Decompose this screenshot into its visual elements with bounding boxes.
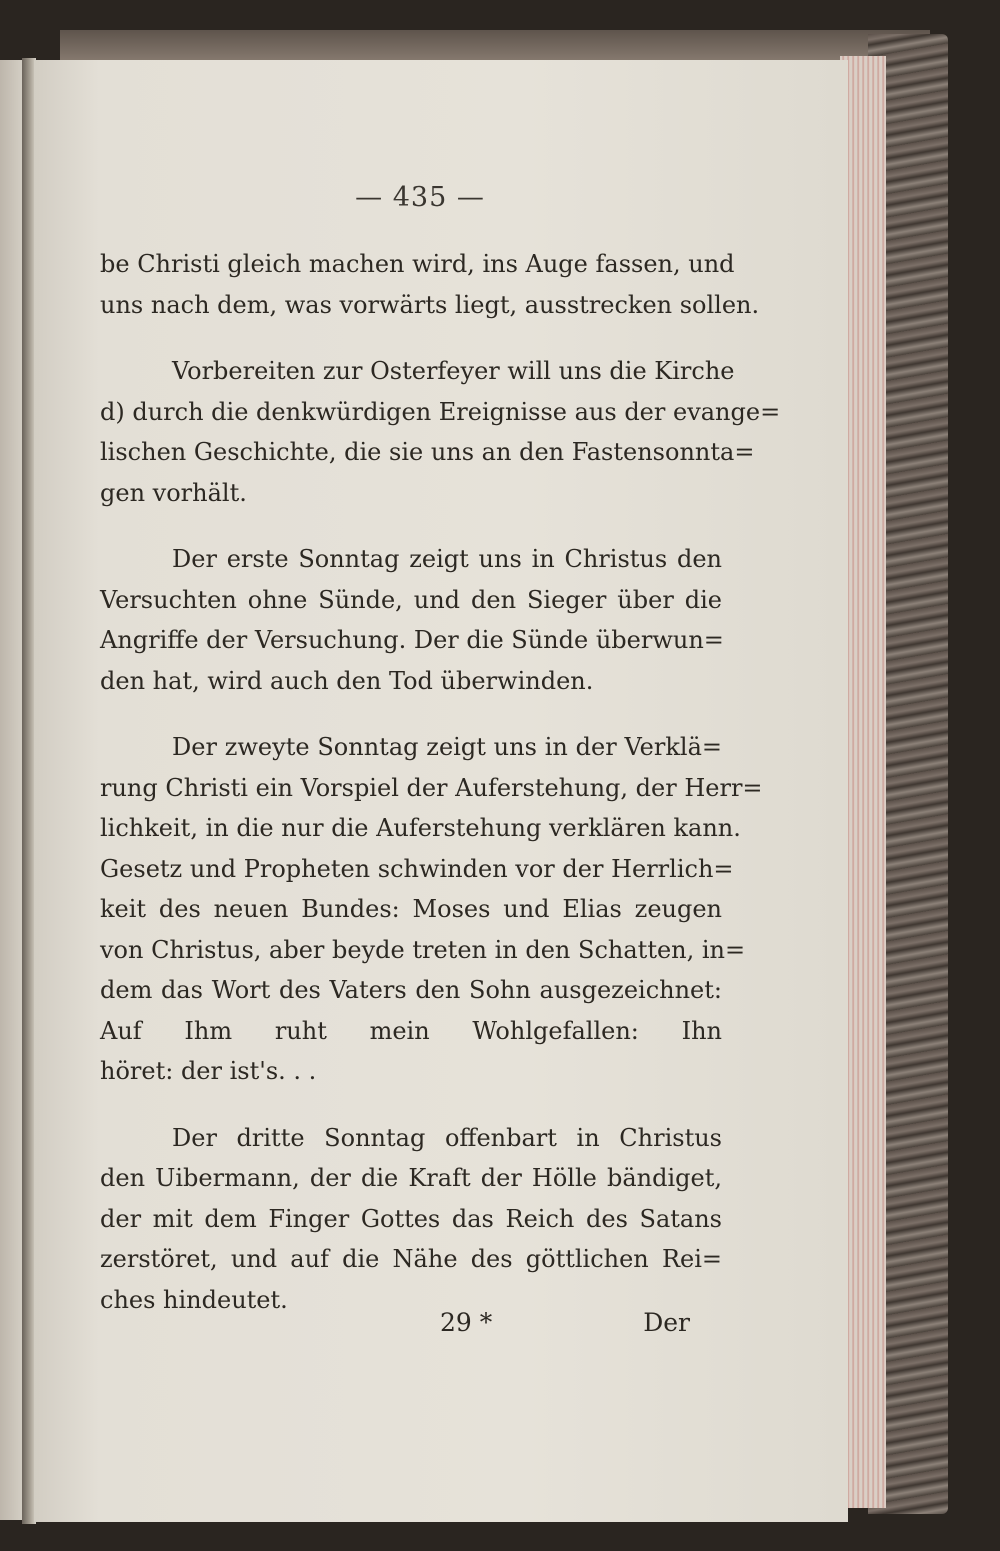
text-line: Vorbereiten zur Osterfeyer will uns die Kirche [172, 357, 735, 385]
text-line: zerstöret, und auf die Nähe des göttlichen Rei= [100, 1245, 722, 1273]
text-line: lischen Geschichte, die sie uns an den Fastensonnta= [100, 438, 755, 466]
text-line: von Christus, aber beyde treten in den Schatten, in= [100, 935, 746, 964]
text-line: höret: der ist's. . . [100, 1057, 317, 1085]
text-line: den Uibermann, der die Kraft der Hölle bändiget, [100, 1164, 722, 1192]
text-line: Gesetz und Propheten schwinden vor der Herrlich= [100, 854, 734, 883]
page-footer [100, 1308, 690, 1348]
text-line: Versuchten ohne Sünde, und den Sieger über die [100, 585, 722, 614]
text-line: be Christi gleich machen wird, ins Auge fassen, und [100, 250, 735, 278]
book-cover-top [60, 30, 930, 64]
text-line: keit des neuen Bundes: Moses und Elias zeugen [100, 895, 722, 923]
catchword: Der [643, 1308, 690, 1337]
text-line: Der dritte Sonntag offenbart in Christus [172, 1123, 722, 1152]
text-line: uns nach dem, was vorwärts liegt, ausstrecken sollen. [100, 290, 760, 319]
page-text [100, 244, 781, 1320]
text-line: den hat, wird auch den Tod überwinden. [100, 666, 594, 695]
text-line: d) durch die denkwürdigen Ereignisse aus der evange= [100, 397, 781, 426]
text-line: lichkeit, in die nur die Auferstehung verklären kann. [100, 814, 741, 842]
text-line: Angriffe der Versuchung. Der die Sünde überwun= [100, 626, 724, 654]
text-line: rung Christi ein Vorspiel der Auferstehung, der Herr= [100, 773, 763, 802]
signature-mark: 29 * [440, 1308, 493, 1337]
text-line: Der erste Sonntag zeigt uns in Christus den [172, 545, 722, 573]
text-line: der mit dem Finger Gottes das Reich des Satans [100, 1204, 722, 1233]
text-line: gen vorhält. [100, 478, 247, 507]
text-line: Der zweyte Sonntag zeigt uns in der Verklä= [172, 733, 722, 761]
text-line: dem das Wort des Vaters den Sohn ausgezeichnet: [100, 976, 722, 1004]
text-line: Auf Ihm ruht mein Wohlgefallen: Ihn [100, 1016, 722, 1045]
text-line: ches hindeutet. [100, 1285, 288, 1314]
page-number-header: — 435 — [355, 182, 485, 213]
